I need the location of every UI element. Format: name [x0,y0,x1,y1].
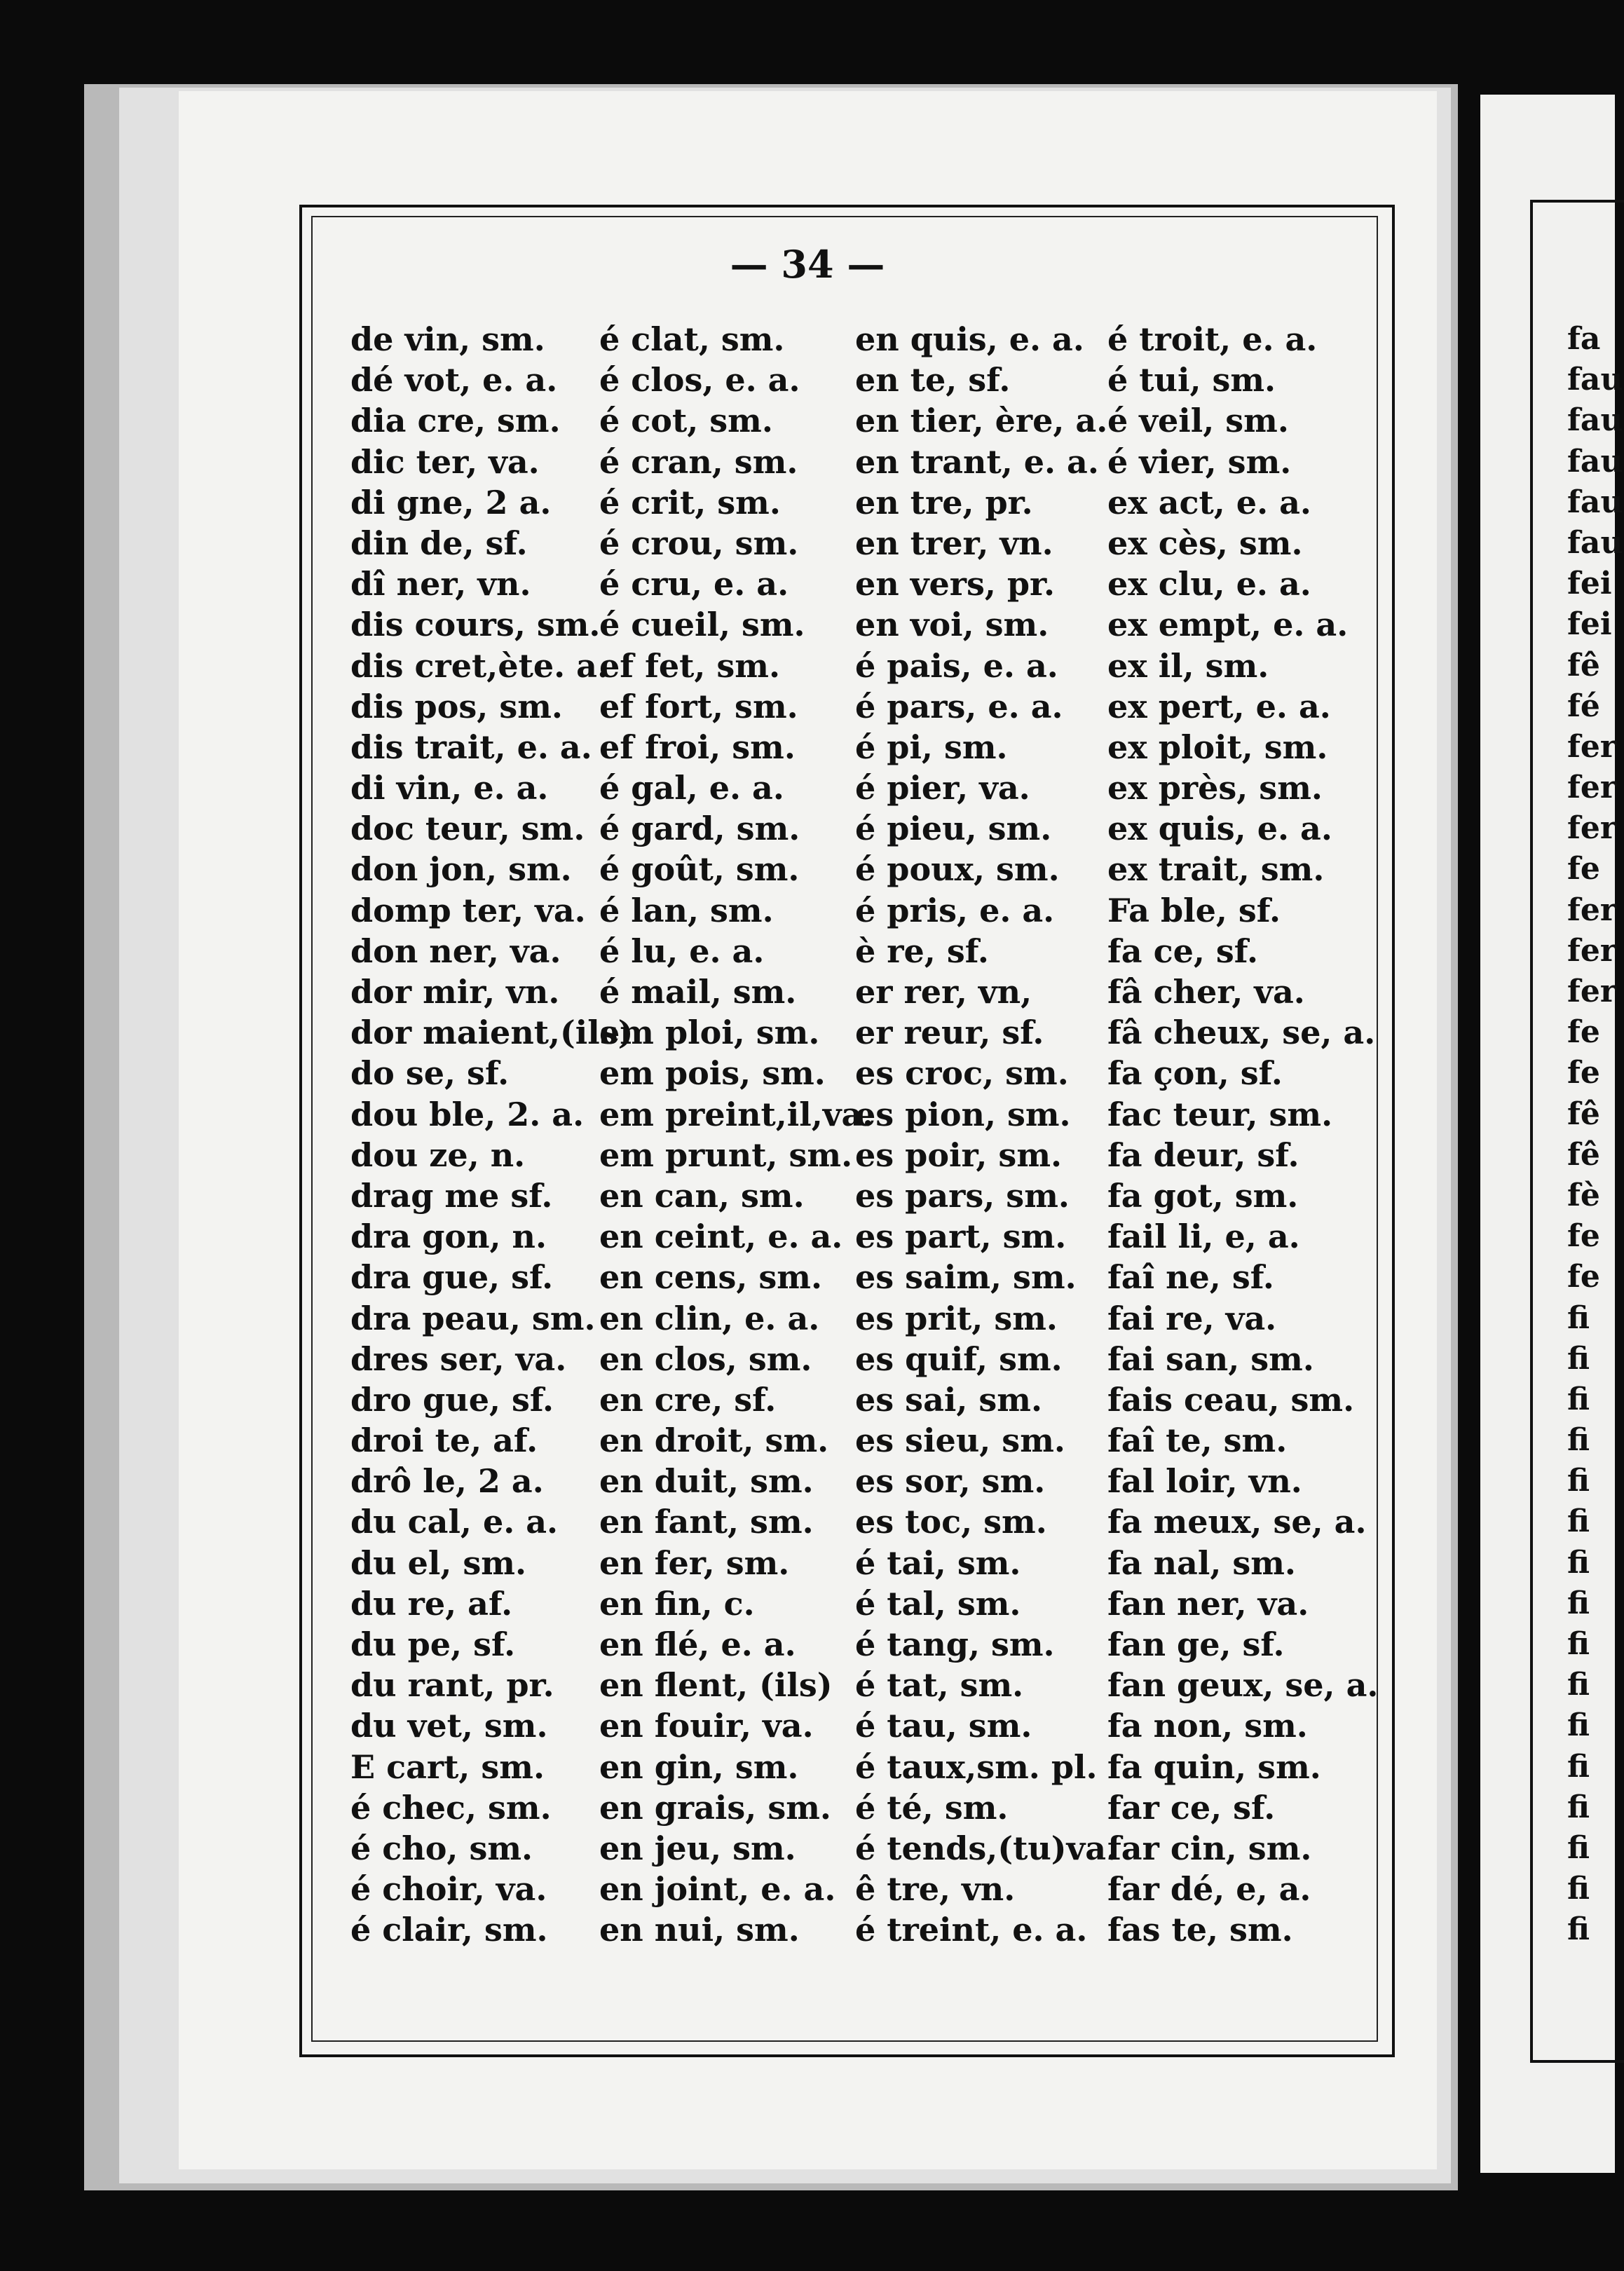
word-entry: faî te, sm. [1107,1421,1288,1460]
word-entry: ex empt, e. a. [1107,606,1349,644]
word-entry: ex clu, e. a. [1107,565,1311,603]
word-column-2 [599,319,873,1951]
right-page-fragment: fi [1567,1585,1590,1621]
word-entry: ex près, sm. [1107,769,1323,807]
word-entry: en flent, (ils) [599,1666,833,1705]
right-page-fragment: fê [1567,1096,1600,1132]
word-entry: é tal, sm. [855,1584,1021,1623]
word-entry: drag me sf. [350,1176,553,1215]
word-entry: ê tre, vn. [855,1870,1016,1909]
word-entry: fac teur, sm. [1107,1095,1333,1133]
word-entry: en droit, sm. [599,1421,829,1460]
word-entry: fa ce, sf. [1107,932,1258,970]
right-page-fragment: fè [1567,1177,1600,1213]
word-entry: em pois, sm. [599,1054,826,1093]
word-entry: é pars, e. a. [855,687,1063,725]
word-entry: don ner, va. [350,932,561,970]
word-entry: dor maient,(ils) [350,1014,634,1052]
word-entry: fan ge, sf. [1107,1625,1285,1663]
word-entry: dis pos, sm. [350,687,563,725]
word-entry: en vers, pr. [855,565,1056,603]
word-entry: fal loir, vn. [1107,1462,1302,1501]
right-page-fragment: fe [1567,851,1600,887]
word-entry: es croc, sm. [855,1054,1069,1093]
word-entry: ef fet, sm. [599,646,780,685]
word-entry: er reur, sf. [855,1014,1044,1052]
word-entry: far cin, sm. [1107,1829,1312,1867]
word-entry: droi te, af. [350,1421,538,1460]
word-entry: dra peau, sm. [350,1299,596,1337]
word-entry: domp ter, va. [350,891,586,929]
word-entry: en can, sm. [599,1176,805,1215]
word-entry: en gin, sm. [599,1747,799,1786]
right-page-fragment: fau [1567,402,1623,439]
word-entry: E cart, sm. [350,1747,545,1786]
word-entry: es sai, sm. [855,1380,1042,1419]
word-entry: fais ceau, sm. [1107,1380,1355,1419]
word-entry: en clin, e. a. [599,1299,820,1337]
word-entry: es toc, sm. [855,1503,1047,1541]
right-page-fragment: fau [1567,362,1623,398]
word-entry: dis trait, e. a. [350,728,592,766]
right-page-fragment: fi [1567,1707,1590,1744]
word-entry: di vin, e. a. [350,769,549,807]
word-entry: es sieu, sm. [855,1421,1065,1460]
page-number: — 34 — [730,242,885,287]
word-entry: é troit, e. a. [1107,320,1318,358]
word-entry: du el, sm. [350,1543,526,1582]
word-entry: es part, sm. [855,1218,1067,1256]
right-page-fragment: fer [1567,728,1617,765]
right-page-fragment: fau [1567,484,1623,520]
word-entry: fâ cheux, se, a. [1107,1014,1376,1052]
word-entry: é tui, sm. [1107,361,1276,400]
word-entry: du pe, sf. [350,1625,516,1663]
word-entry: fa nal, sm. [1107,1543,1296,1582]
word-entry: drô le, 2 a. [350,1462,544,1501]
word-entry: dou ze, n. [350,1136,526,1174]
word-entry: din de, sf. [350,524,528,562]
word-entry: fai re, va. [1107,1299,1277,1337]
word-entry: du vet, sm. [350,1707,548,1745]
word-entry: fa got, sm. [1107,1176,1299,1215]
word-entry: fail li, e, a. [1107,1218,1300,1256]
word-entry: dis cours, sm. [350,606,601,644]
word-entry: ex cès, sm. [1107,524,1303,562]
word-entry: fa deur, sf. [1107,1136,1299,1174]
right-page-fragment: fi [1567,1829,1590,1866]
word-entry: don jon, sm. [350,850,572,889]
word-entry: di gne, 2 a. [350,483,552,521]
word-entry: es saim, sm. [855,1258,1077,1297]
word-entry: é gal, e. a. [599,769,784,807]
right-page-fragment: fi [1567,1503,1590,1540]
word-entry: é lan, sm. [599,891,774,929]
right-page-fragment: fa [1567,321,1601,357]
right-page-fragment: fer [1567,974,1617,1009]
right-page-fragment: fê [1567,647,1600,683]
word-entry: ex il, sm. [1107,646,1269,685]
word-entry: dor mir, vn. [350,973,560,1011]
word-entry: fai san, sm. [1107,1339,1314,1378]
word-entry: é pais, e. a. [855,646,1058,685]
word-entry: é pris, e. a. [855,891,1055,929]
word-entry: en fouir, va. [599,1707,814,1745]
word-entry: fas te, sm. [1107,1911,1293,1949]
word-column-3 [855,319,1117,1951]
word-entry: é clos, e. a. [599,361,800,400]
word-entry: é poux, sm. [855,850,1060,889]
right-page-fragment: fei [1567,606,1612,643]
right-page-fragment: fei [1567,566,1612,602]
word-entry: dic ter, va. [350,442,540,481]
word-entry: é choir, va. [350,1870,547,1909]
word-entry: dro gue, sf. [350,1380,554,1419]
word-entry: é tai, sm. [855,1543,1021,1582]
right-page-fragment: fer [1567,770,1617,806]
word-entry: dou ble, 2. a. [350,1095,585,1133]
word-entry: far ce, sf. [1107,1788,1276,1827]
word-entry: doc teur, sm. [350,810,585,848]
right-page-fragment: fi [1567,1381,1590,1417]
word-entry: é taux,sm. pl. [855,1747,1098,1786]
word-entry: en fin, c. [599,1584,755,1623]
word-entry: dî ner, vn. [350,565,531,603]
word-entry: en quis, e. a. [855,320,1084,358]
right-page-fragment: fi [1567,1340,1590,1377]
word-entry: é cru, e. a. [599,565,789,603]
word-entry: ex ploit, sm. [1107,728,1328,766]
word-entry: en jeu, sm. [599,1829,796,1867]
word-entry: é crit, sm. [599,483,781,521]
word-entry: dia cre, sm. [350,402,561,440]
word-entry: é cueil, sm. [599,606,805,644]
word-entry: fa quin, sm. [1107,1747,1321,1786]
word-entry: é vier, sm. [1107,442,1292,481]
word-entry: en tre, pr. [855,483,1033,521]
right-page-fragment: fi [1567,1748,1590,1785]
word-entry: Fa ble, sf. [1107,891,1281,929]
word-entry: ex quis, e. a. [1107,810,1332,848]
word-entry: é clair, sm. [350,1911,548,1949]
word-entry: dé vot, e. a. [350,361,558,400]
right-page-fragment: fe [1567,1218,1600,1255]
word-entry: es quif, sm. [855,1339,1063,1378]
word-entry: es sor, sm. [855,1462,1046,1501]
word-entry: fa çon, sf. [1107,1054,1283,1093]
right-page-fragment: fi [1567,1789,1590,1825]
right-page-fragment: fau [1567,443,1623,479]
right-page-fragment: fi [1567,1422,1590,1459]
word-entry: far dé, e, a. [1107,1870,1311,1909]
word-entry: dra gon, n. [350,1218,547,1256]
word-entry: ex act, e. a. [1107,483,1311,521]
word-entry: é pi, sm. [855,728,1008,766]
word-entry: é tat, sm. [855,1666,1024,1705]
word-entry: fan ner, va. [1107,1584,1309,1623]
word-entry: en cre, sf. [599,1380,777,1419]
word-entry: dres ser, va. [350,1339,567,1378]
word-entry: en cens, sm. [599,1258,822,1297]
word-entry: é pier, va. [855,769,1030,807]
right-page-fragment: fi [1567,1626,1590,1662]
word-entry: fa non, sm. [1107,1707,1308,1745]
word-entry: ef fort, sm. [599,687,798,725]
word-entry: en te, sf. [855,361,1011,400]
word-entry: é clat, sm. [599,320,785,358]
word-entry: en flé, e. a. [599,1625,796,1663]
word-entry: é goût, sm. [599,850,800,889]
word-entry: du cal, e. a. [350,1503,559,1541]
word-entry: es pion, sm. [855,1095,1071,1133]
word-entry: ex pert, e. a. [1107,687,1331,725]
right-page-fragment: fi [1567,1911,1590,1948]
right-page-fragment: fau [1567,524,1623,561]
word-entry: du re, af. [350,1584,513,1623]
word-column-4 [1107,319,1378,1951]
word-entry: en trer, vn. [855,524,1053,562]
word-entry: en fant, sm. [599,1503,814,1541]
word-entry: en trant, e. a. [855,442,1099,481]
word-entry: en tier, ère, a. [855,402,1108,440]
word-entry: é tau, sm. [855,1707,1032,1745]
word-entry: en ceint, e. a. [599,1218,843,1256]
right-page-fragment: fer [1567,932,1617,969]
word-entry: fa meux, se, a. [1107,1503,1367,1541]
word-entry: de vin, sm. [350,320,545,358]
word-entry: ef froi, sm. [599,728,796,766]
word-entry: é tang, sm. [855,1625,1055,1663]
word-entry: é lu, e. a. [599,932,765,970]
word-entry: é té, sm. [855,1788,1009,1827]
right-page-fragment: fi [1567,1463,1590,1499]
word-entry: do se, sf. [350,1054,510,1093]
right-page-column [1567,319,1623,1951]
word-entry: du rant, pr. [350,1666,554,1705]
word-entry: é treint, e. a. [855,1911,1088,1949]
word-entry: fan geux, se, a. [1107,1666,1379,1705]
word-entry: en fer, sm. [599,1543,790,1582]
word-entry: en grais, sm. [599,1788,831,1827]
right-page-fragment: fe [1567,1259,1600,1295]
right-page-fragment: fi [1567,1871,1590,1907]
word-entry: em prunt, sm. [599,1136,853,1174]
word-entry: é cot, sm. [599,402,773,440]
right-page-fragment: fê [1567,1136,1600,1173]
word-entry: fâ cher, va. [1107,973,1305,1011]
right-page-fragment: fi [1567,1544,1590,1581]
word-entry: é tends,(tu)va. [855,1829,1118,1867]
word-entry: er rer, vn, [855,973,1032,1011]
right-page-fragment: fer [1567,810,1617,847]
word-entry: é crou, sm. [599,524,799,562]
word-entry: em preint,il,va. [599,1095,874,1133]
word-entry: en clos, sm. [599,1339,812,1378]
word-entry: é chec, sm. [350,1788,552,1827]
right-page-fragment: fe [1567,1014,1600,1051]
right-page-fragment: fé [1567,688,1600,724]
word-entry: es poir, sm. [855,1136,1063,1174]
right-page-fragment: fer [1567,892,1617,928]
word-entry: es prit, sm. [855,1299,1058,1337]
word-entry: es pars, sm. [855,1176,1070,1215]
word-column-1 [350,319,633,1951]
word-entry: en joint, e. a. [599,1870,836,1909]
right-page-fragment: fe [1567,1055,1600,1091]
word-entry: ex trait, sm. [1107,850,1325,889]
word-entry: en duit, sm. [599,1462,814,1501]
word-entry: faî ne, sf. [1107,1258,1274,1297]
word-entry: em ploi, sm. [599,1014,820,1052]
word-entry: en nui, sm. [599,1911,800,1949]
word-entry: é cran, sm. [599,442,798,481]
word-entry: é veil, sm. [1107,402,1289,440]
word-entry: dra gue, sf. [350,1258,554,1297]
word-entry: dis cret,ète. a. [350,646,608,685]
word-entry: é pieu, sm. [855,810,1052,848]
right-page-fragment: fi [1567,1300,1590,1336]
word-entry: é cho, sm. [350,1829,533,1867]
right-page-fragment: fi [1567,1667,1590,1703]
word-entry: è re, sf. [855,932,989,970]
word-entry: en voi, sm. [855,606,1049,644]
word-entry: é gard, sm. [599,810,800,848]
word-entry: é mail, sm. [599,973,797,1011]
